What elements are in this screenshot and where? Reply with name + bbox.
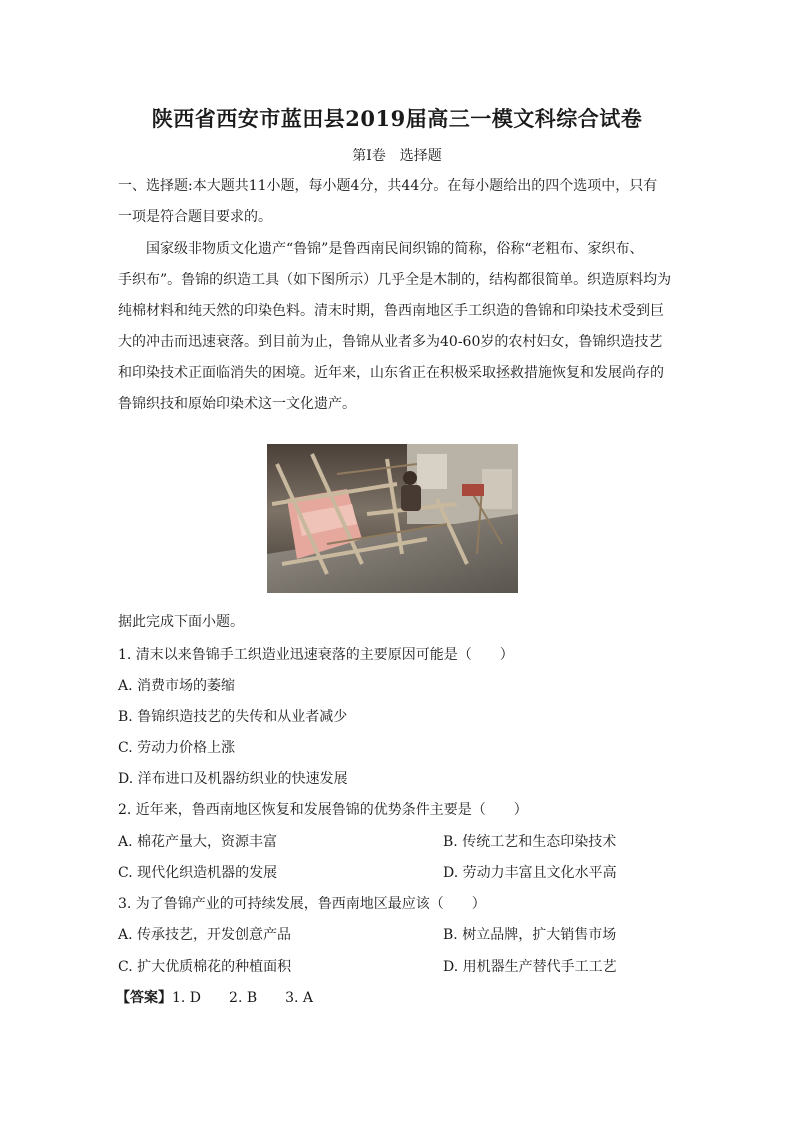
answer-line: [116, 988, 676, 1008]
passage-line: 鲁锦织技和原始印染术这一文化遗产。: [118, 396, 356, 412]
loom-illustration: [267, 444, 518, 593]
prompt-text: 据此完成下面小题。: [118, 614, 244, 630]
option: D. 劳动力丰富且文化水平高: [443, 865, 617, 881]
answer-label: 【答案】: [116, 990, 172, 1006]
option: A. 棉花产量大，资源丰富: [118, 834, 278, 850]
passage-line: 和印染技术正面临消失的困境。近年来，山东省正在积极采取拯救措施恢复和发展尚存的: [118, 365, 664, 381]
option: B. 鲁锦织造技艺的失传和从业者减少: [118, 709, 348, 725]
passage-line: 纯棉材料和纯天然的印染色料。清末时期，鲁西南地区手工织造的鲁锦和印染技术受到巨: [118, 303, 664, 319]
question-stem: 1. 清末以来鲁锦手工织造业迅速衰落的主要原因可能是（ ）: [118, 647, 514, 663]
passage-line: 大的冲击而迅速衰落。到目前为止，鲁锦从业者多为40-60岁的农村妇女，鲁锦织造技艺: [118, 334, 663, 350]
loom-photo: [267, 444, 518, 593]
option: B. 树立品牌，扩大销售市场: [443, 927, 617, 943]
option: D. 用机器生产替代手工工艺: [443, 959, 617, 975]
question-stem: 3. 为了鲁锦产业的可持续发展，鲁西南地区最应该（ ）: [118, 896, 486, 912]
option: C. 扩大优质棉花的种植面积: [118, 959, 292, 975]
question-stem: 2. 近年来，鲁西南地区恢复和发展鲁锦的优势条件主要是（ ）: [118, 802, 528, 818]
option: A. 传承技艺，开发创意产品: [118, 927, 292, 943]
passage-line: 手织布”。鲁锦的织造工具（如下图所示）几乎全是木制的，结构都很简单。织造原料均为: [118, 272, 672, 288]
page-title: 陕西省西安市蓝田县2019届高三一模文科综合试卷: [151, 106, 643, 131]
instructions-line-2: 一项是符合题目要求的。: [118, 209, 272, 225]
option: C. 现代化织造机器的发展: [118, 865, 278, 881]
option: D. 洋布进口及机器纺织业的快速发展: [118, 771, 348, 787]
instructions-line-1: 一、选择题:本大题共11小题，每小题4分，共44分。在每小题给出的四个选项中，只有: [118, 178, 658, 194]
passage-line: 国家级非物质文化遗产“鲁锦”是鲁西南民间织锦的简称，俗称“老粗布、家织布、: [118, 241, 644, 257]
option: A. 消费市场的萎缩: [118, 678, 236, 694]
section-title: 第I卷 选择题: [352, 148, 442, 164]
option: C. 劳动力价格上涨: [118, 740, 236, 756]
answer-text: 1. D 2. B 3. A: [172, 990, 314, 1006]
option: B. 传统工艺和生态印染技术: [443, 834, 617, 850]
